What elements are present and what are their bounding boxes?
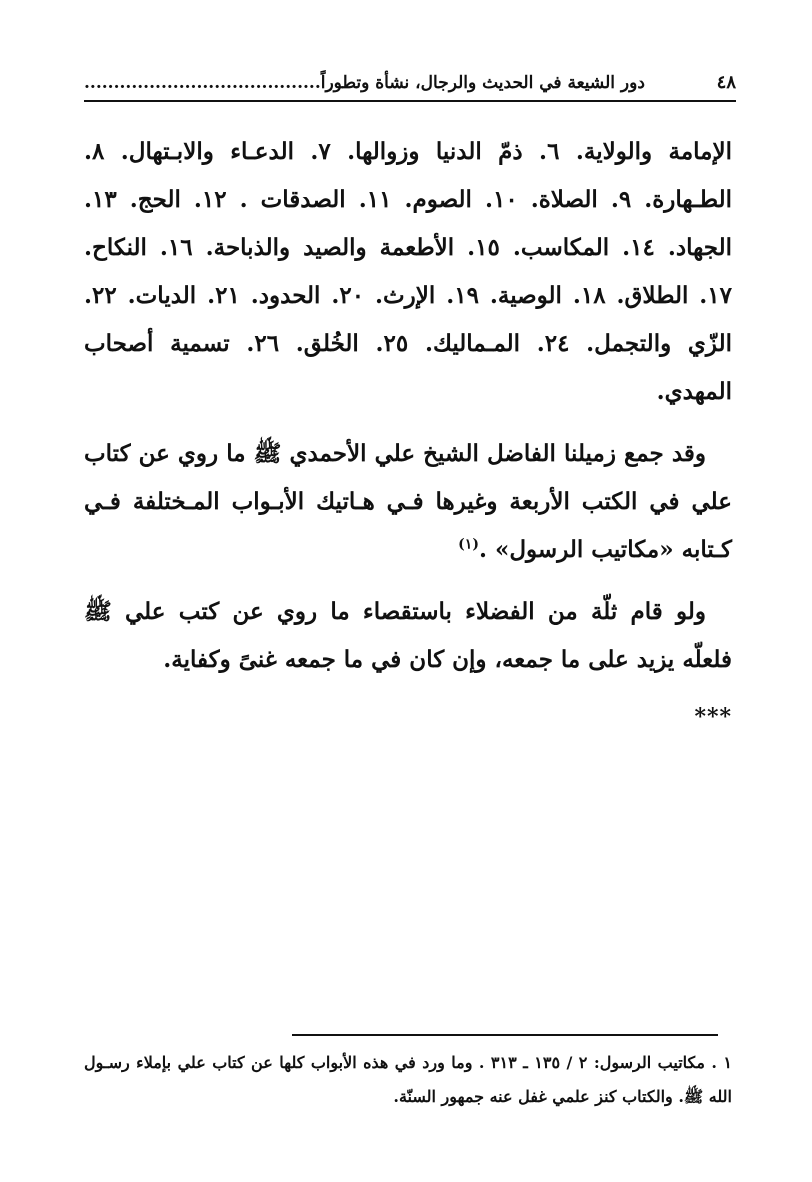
main-text xyxy=(84,128,732,732)
footnote xyxy=(84,1046,732,1114)
header-rule xyxy=(84,100,736,102)
leader-dots: ........................................ xyxy=(84,73,321,93)
footnote-rule xyxy=(292,1034,718,1036)
page-number: ٤٨ xyxy=(716,72,736,93)
footnote-1: ١ . مكاتيب الرسول: ٢ / ١٣٥ ـ ٣١٣ . وما ورد في هذه الأبواب كلها عن كتاب علي بإملاء رسـول الله ﷺ. والكتاب كنز علمي غفل عنه جمهور السنّة. xyxy=(84,1053,732,1106)
paragraph-ahmadi-text: وقد جمع زميلنا الفاضل الشيخ علي الأحمدي ﷺ ما روي عن كتاب علي في الكتب الأربعة وغيرها فـي هـاتيك الأبـواب المـختلفة فـي كـتابه «مكاتيب الرسول» . xyxy=(84,440,732,563)
footnote-reference: (١) xyxy=(458,536,479,553)
section-separator: *** xyxy=(694,704,732,730)
paragraph-ahmadi-collection xyxy=(84,430,732,574)
book-title: دور الشيعة في الحديث والرجال، نشأة وتطوراً xyxy=(320,73,645,93)
running-header xyxy=(84,66,736,92)
running-title xyxy=(84,75,645,92)
paragraph-further-study: ولو قام ثلّة من الفضلاء باستقصاء ما روي عن كتب علي ﷺ فلعلّه يزيد على ما جمعه، وإن كان في ما جمعه غنىً وكفاية. xyxy=(84,598,732,673)
paragraph-topics-list: الإمامة والولاية. ٦. ذمّ الدنيا وزوالها. ٧. الدعـاء والابـتهال. ٨. الطـهارة. ٩. الصلاة. ١٠. الصوم. ١١. الصدقات . ١٢. الحج. ١٣. الجهاد. ١٤. المكاسب. ١٥. الأطعمة والصيد والذباحة. ١٦. النكاح. ١٧. الطلاق. ١٨. الوصية. ١٩. الإرث. ٢٠. الحدود. ٢١. الديات. ٢٢. الزّي والتجمل. ٢٤. المـماليك. ٢٥. الخُلق. ٢٦. تسمية أصحاب المهدي. xyxy=(84,138,733,405)
